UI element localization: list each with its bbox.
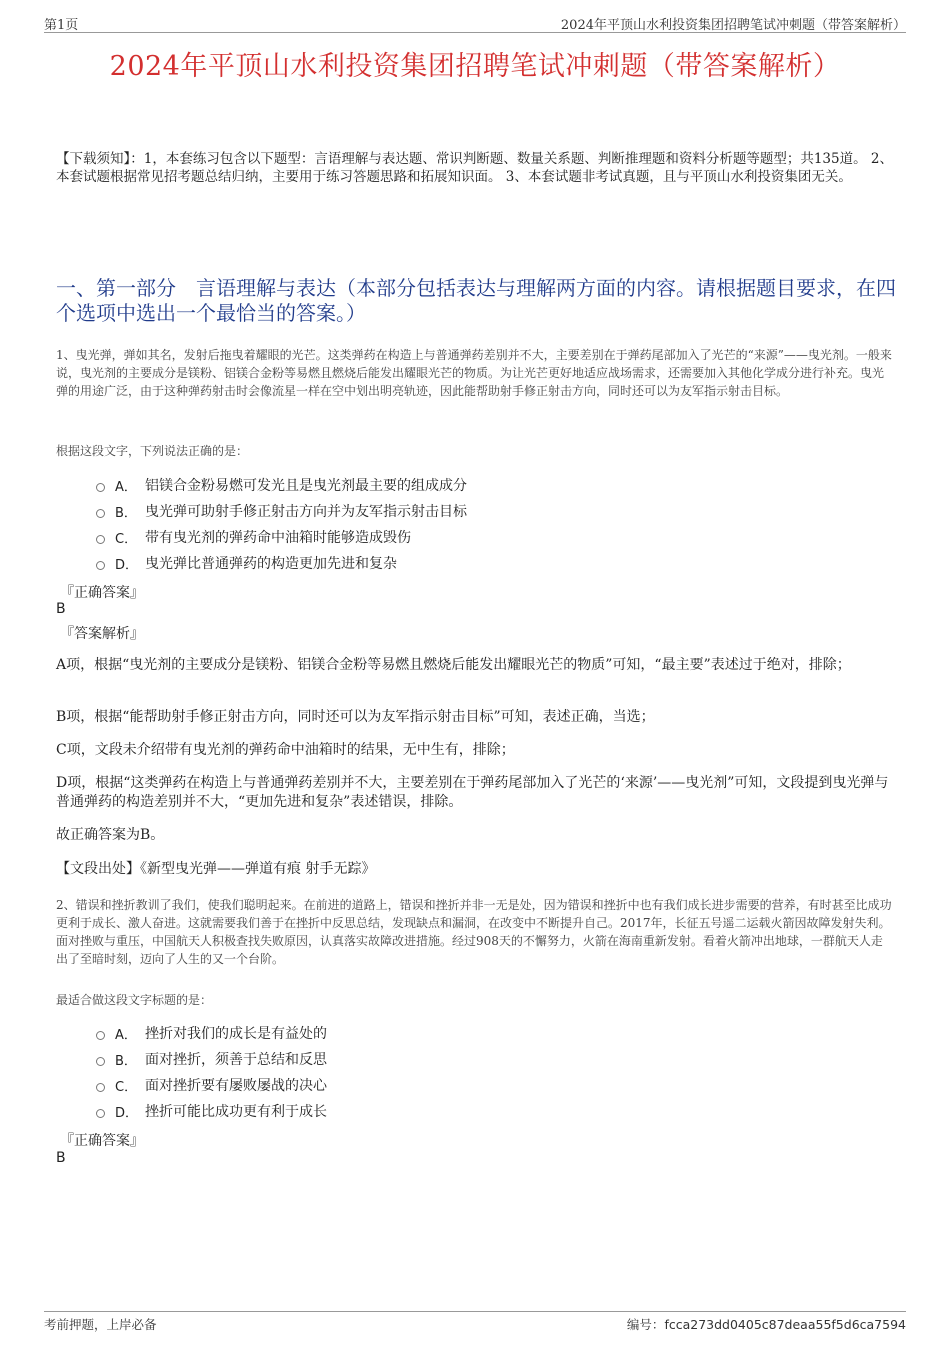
answer-label: 『正确答案』 <box>60 1133 144 1149</box>
option-a[interactable]: A． 铝镁合金粉易燃可发光且是曳光剂最主要的组成成分 <box>96 472 467 498</box>
analysis-label: 『答案解析』 <box>60 626 144 642</box>
page-footer <box>44 1311 906 1332</box>
answer-label: 『正确答案』 <box>60 585 144 601</box>
radio-icon[interactable] <box>96 1031 105 1040</box>
option-d[interactable]: D． 曳光弹比普通弹药的构造更加先进和复杂 <box>96 550 467 576</box>
footer-code <box>627 1315 906 1333</box>
radio-icon[interactable] <box>96 509 105 518</box>
option-b[interactable]: B． 曳光弹可助射手修正射击方向并为友军指示射击目标 <box>96 498 467 524</box>
answer-value: B <box>56 1150 66 1166</box>
question-2-prompt: 最适合做这段文字标题的是： <box>56 993 213 1007</box>
page-number: 第1页 <box>44 18 79 33</box>
analysis-c: C项，文段未介绍带有曳光剂的弹药命中油箱时的结果，无中生有，排除； <box>56 742 515 758</box>
radio-icon[interactable] <box>96 1083 105 1092</box>
option-c[interactable]: C． 面对挫折要有屡败屡战的决心 <box>96 1072 327 1098</box>
question-1-text: 1、曳光弹，弹如其名，发射后拖曳着耀眼的光芒。这类弹药在构造上与普通弹药差别并不大，主要差别在于弹药尾部加入了光芒的“来源”——曳光剂。一般来说，曳光剂的主要成分是镁粉、铝镁合金粉等易燃且燃烧后能发出耀眼光芒的物质。为让光芒更好地适应战场需求，还需要加入其他化学成分进行补充。曳光弹的用途广泛，由于这种弹药射击时会像流星一样在空中划出明亮轨迹，因此能帮助射手修正射击方向，同时还可以为友军指示射击目标。 <box>56 348 892 398</box>
option-b[interactable]: B． 面对挫折，须善于总结和反思 <box>96 1046 327 1072</box>
radio-icon[interactable] <box>96 1057 105 1066</box>
answer-value: B <box>56 601 66 617</box>
radio-icon[interactable] <box>96 561 105 570</box>
question-2-options <box>96 1020 327 1124</box>
section-heading: 一、第一部分 言语理解与表达（本部分包括表达与理解两方面的内容。请根据题目要求，在四个选项中选出一个最恰当的答案。） <box>56 276 896 325</box>
download-notice: 【下载须知】：1，本套练习包含以下题型：言语理解与表达题、常识判断题、数量关系题、判断推理题和资料分析题等题型；共135道。 2、本套试题根据常见招考题总结归纳，主要用于练习答题思路和拓展知识面。 3、本套试题非考试真题，且与平顶山水利投资集团无关。 <box>56 151 893 185</box>
analysis-d: D项，根据“这类弹药在构造上与普通弹药差别并不大，主要差别在于弹药尾部加入了光芒的‘来源’——曳光剂”可知，文段提到曳光弹与普通弹药的构造差别并不大，“更加先进和复杂”表述错误，排除。 <box>56 775 889 810</box>
analysis-conclusion: 故正确答案为B。 <box>56 827 165 843</box>
question-2-text: 2、错误和挫折教训了我们，使我们聪明起来。在前进的道路上，错误和挫折并非一无是处，因为错误和挫折中也有我们成长进步需要的营养，有时甚至比成功更利于成长、激人奋进。这就需要我们善于在挫折中反思总结，发现缺点和漏洞，在改变中不断提升自己。2017年，长征五号遥二运载火箭因故障发射失利。面对挫败与重压，中国航天人积极查找失败原因，认真落实故障改进措施。经过908天的不懈努力，火箭在海南重新发射。看着火箭冲出地球，一群航天人走出了至暗时刻，迈向了人生的又一个台阶。 <box>56 898 892 966</box>
code-label: 编号： <box>626 1317 665 1332</box>
option-a[interactable]: A． 挫折对我们的成长是有益处的 <box>96 1020 327 1046</box>
code-value: fcca273dd0405c87deaa55f5d6ca7594 <box>664 1317 906 1332</box>
header-doc-title: 2024年平顶山水利投资集团招聘笔试冲刺题（带答案解析） <box>560 18 906 33</box>
radio-icon[interactable] <box>96 535 105 544</box>
question-1-options <box>96 472 467 576</box>
analysis-a: A项，根据“曳光剂的主要成分是镁粉、铝镁合金粉等易燃且燃烧后能发出耀眼光芒的物质”可知，“最主要”表述过于绝对，排除； <box>56 657 851 673</box>
analysis-b: B项，根据“能帮助射手修正射击方向，同时还可以为友军指示射击目标”可知，表述正确，当选； <box>56 709 655 725</box>
page-header <box>44 12 906 33</box>
text-source: 【文段出处】《新型曳光弹——弹道有痕 射手无踪》 <box>56 861 376 877</box>
option-d[interactable]: D． 挫折可能比成功更有利于成长 <box>96 1098 327 1124</box>
option-c[interactable]: C． 带有曳光剂的弹药命中油箱时能够造成毁伤 <box>96 524 467 550</box>
radio-icon[interactable] <box>96 1109 105 1118</box>
question-1-prompt: 根据这段文字，下列说法正确的是： <box>56 444 249 458</box>
document-title: 2024年平顶山水利投资集团招聘笔试冲刺题（带答案解析） <box>109 51 841 82</box>
footer-slogan: 考前押题，上岸必备 <box>44 1317 157 1332</box>
radio-icon[interactable] <box>96 483 105 492</box>
